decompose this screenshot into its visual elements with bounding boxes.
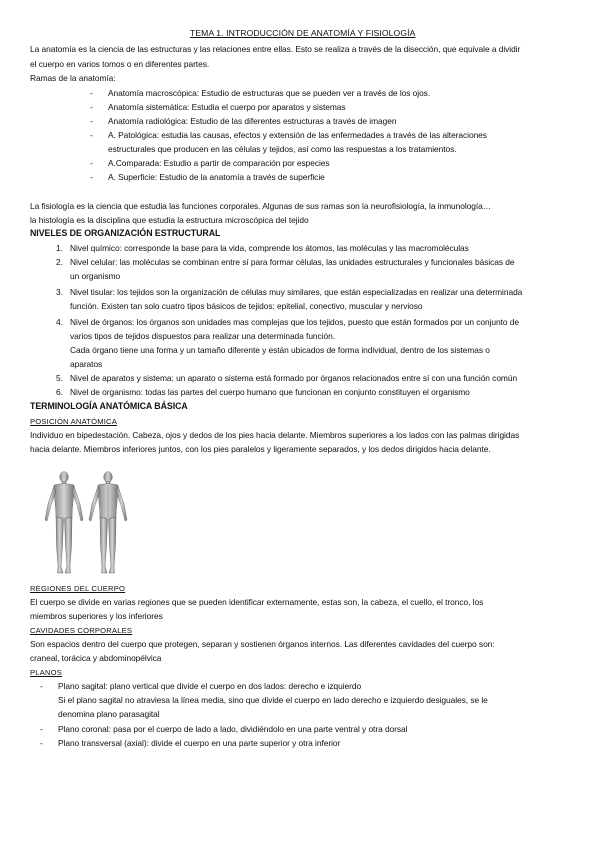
plano-sagital-cont-1: Si el plano sagital no atraviesa la línea media, sino que divide el cuerpo en lado derecho e izquierdo desiguales, se le (58, 695, 488, 705)
nivel-tisular: Nivel tisular: los tejidos son la organización de células muy similares, que están especializadas en realizar una determinada (70, 287, 523, 297)
cavidades-line-2: craneal, torácica y abdominopélvica (30, 653, 162, 663)
bullet-marker: - (40, 681, 43, 691)
nivel-celular-cont: un organismo (70, 271, 121, 281)
list-number: 4. (56, 317, 63, 327)
cavidades-line-1: Son espacios dentro del cuerpo que protegen, separan y sostienen órganos internos. Las diferentes cavidades del cuerpo son: (30, 639, 495, 649)
front-view-figure (45, 472, 83, 573)
ramas-label: Ramas de la anatomía: (30, 73, 116, 83)
anatomical-position-figure (38, 470, 138, 580)
plano-sagital: Plano sagital: plano vertical que divide el cuerpo en dos lados: derecho e izquierdo (58, 681, 362, 691)
bullet-marker: - (90, 158, 93, 168)
nivel-tisular-cont: función. Existen tan solo cuatro tipos básicos de tejidos: epitelial, conectivo, muscular y nervioso (70, 301, 423, 311)
rama-item-superficie: A. Superficie: Estudio de la anatomía a través de superficie (108, 172, 325, 182)
niveles-heading: NIVELES DE ORGANIZACIÓN ESTRUCTURAL (30, 228, 221, 238)
intro-line-2: el cuerpo en varios tomos o en diferentes partes. (30, 59, 210, 69)
plano-transversal: Plano transversal (axial): divide el cuerpo en una parte superior y otra inferior (58, 738, 341, 748)
rama-item-radiologica: Anatomía radiológica: Estudio de las diferentes estructuras a través de imagen (108, 116, 397, 126)
rama-item-sistematica: Anatomía sistemática: Estudia el cuerpo por aparatos y sistemas (108, 102, 346, 112)
page-title: TEMA 1. INTRODUCCIÓN DE ANATOMÍA Y FISIOLOGÍA (190, 28, 416, 38)
bullet-marker: - (90, 130, 93, 140)
bullet-marker: - (40, 738, 43, 748)
rama-item-macroscopica: Anatomía macroscópica: Estudio de estructuras que se pueden ver a través de los ojos. (108, 88, 431, 98)
list-number: 5. (56, 373, 63, 383)
bullet-marker: - (90, 88, 93, 98)
cavidades-heading: CAVIDADES CORPORALES (30, 626, 133, 635)
list-number: 2. (56, 257, 63, 267)
posicion-line-2: hacia delante. Miembros inferiores juntos, con los pies paralelos y ligeramente separados, y los dedos dirigidos hacia delante. (30, 444, 491, 454)
nivel-celular: Nivel celular: las moléculas se combinan entre sí para formar células, las unidades estructurales y funcionales básicas de (70, 257, 515, 267)
list-number: 3. (56, 287, 63, 297)
planos-heading: PLANOS (30, 668, 63, 677)
terminologia-heading: TERMINOLOGÍA ANATÓMICA BÁSICA (30, 401, 188, 411)
fisiologia-text: La fisiología es la ciencia que estudia las funciones corporales. Algunas de sus ramas son la neurofisiología, la inmunología… (30, 201, 492, 211)
regiones-line-1: El cuerpo se divide en varias regiones que se pueden identificar externamente, estas son, la cabeza, el cuello, el tronco, los (30, 597, 484, 607)
nivel-organos-cont-3: aparatos (70, 359, 103, 369)
rama-item-patologica: A. Patológica: estudia las causas, efectos y extensión de las enfermedades a través de las alteraciones (108, 130, 487, 140)
list-number: 6. (56, 387, 63, 397)
rama-item-patologica-cont: estructurales que producen en las células y tejidos, así como las respuestas a los tratamientos. (108, 144, 457, 154)
nivel-aparatos: Nivel de aparatos y sistema: un aparato o sistema está formado por órganos relacionados entre sí con una función común (70, 373, 518, 383)
posicion-heading: POSICIÓN ANATÓMICA (30, 417, 118, 426)
posicion-line-1: Individuo en bipedestación. Cabeza, ojos y dedos de los pies hacia delante. Miembros superiores a los lados con las palmas dirigidas (30, 430, 520, 440)
intro-line-1: La anatomía es la ciencia de las estructuras y las relaciones entre ellas. Esto se realiza a través de la disección, que equivale a dividir (30, 44, 521, 54)
nivel-organos-cont-1: varios tipos de tejidos dispuestos para realizar una determinada función. (70, 331, 335, 341)
rama-item-comparada: A.Comparada: Estudio a partir de comparación por especies (108, 158, 330, 168)
regiones-heading: REGIONES DEL CUERPO (30, 584, 126, 593)
plano-coronal: Plano coronal: pasa por el cuerpo de lado a lado, dividiéndolo en una parte ventral y otra dorsal (58, 724, 408, 734)
nivel-quimico: Nivel químico: corresponde la base para la vida, comprende los átomos, las moléculas y las macromoléculas (70, 243, 469, 253)
nivel-organismo: Nivel de organismo: todas las partes del cuerpo humano que funcionan en conjunto constituyen el organismo (70, 387, 470, 397)
bullet-marker: - (40, 724, 43, 734)
bullet-marker: - (90, 172, 93, 182)
plano-sagital-cont-2: denomina plano parasagital (58, 709, 160, 719)
list-number: 1. (56, 243, 63, 253)
nivel-organos-cont-2: Cada órgano tiene una forma y un tamaño diferente y están ubicados de forma individual, dentro de los sistemas o (70, 345, 490, 355)
bullet-marker: - (90, 102, 93, 112)
histologia-text: la histología es la disciplina que estudia la estructura microscópica del tejido (30, 215, 309, 225)
back-view-figure (89, 472, 127, 573)
bullet-marker: - (90, 116, 93, 126)
nivel-organos: Nivel de órganos: los órganos son unidades mas complejas que los tejidos, puesto que están formados por un conjunto de (70, 317, 519, 327)
regiones-line-2: miembros superiores y los inferiores (30, 611, 163, 621)
